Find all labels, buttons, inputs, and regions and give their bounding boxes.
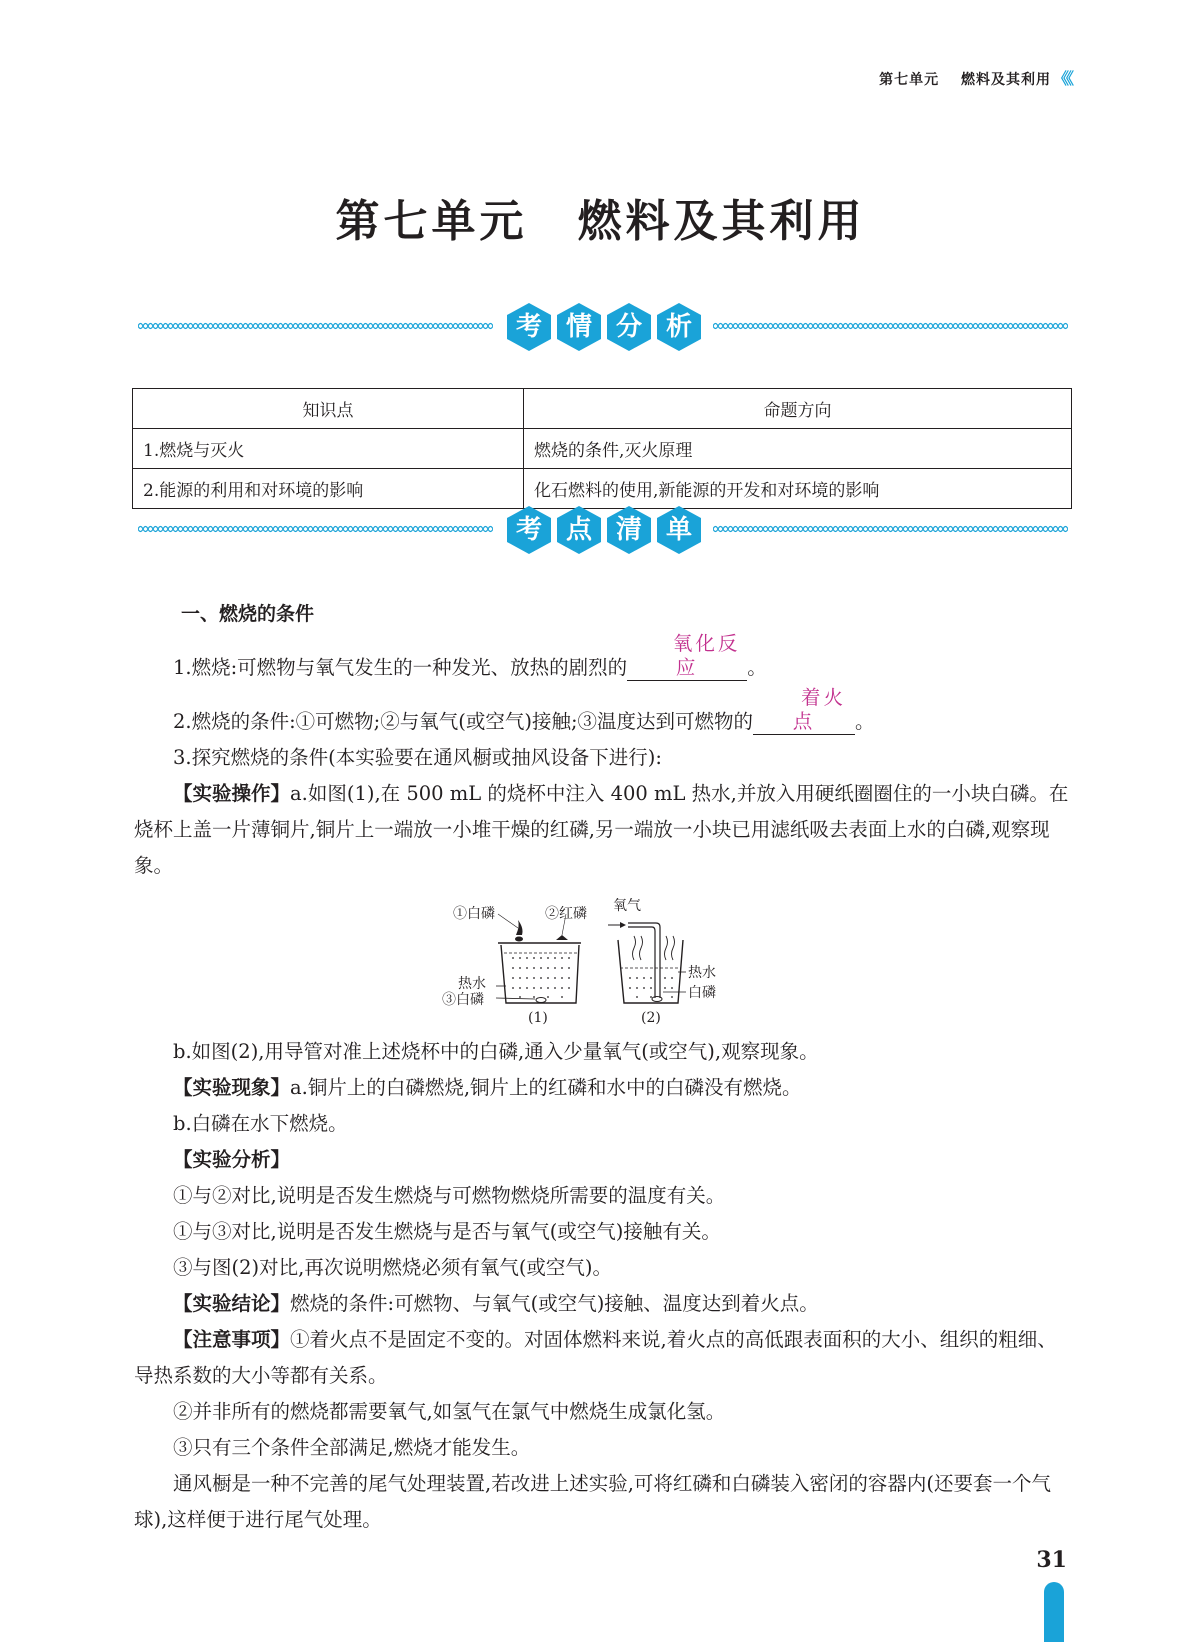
note-2: ②并非所有的燃烧都需要氧气,如氢气在氯气中燃烧生成氯化氢。: [173, 1400, 726, 1423]
label-conclusion: 【实验结论】: [173, 1292, 291, 1315]
fig-label: 热水: [688, 965, 716, 981]
hex-badge: 析: [656, 302, 702, 352]
wave-divider-right: [713, 321, 1068, 331]
wave-divider-left: [138, 524, 493, 534]
label-notes: 【注意事项】: [173, 1328, 291, 1351]
hex-badge: 考: [506, 505, 552, 555]
running-header: [863, 66, 1071, 89]
table-cell: 燃烧的条件,灭火原理: [524, 429, 1072, 469]
knowledge-table: [132, 388, 1072, 509]
label-operation: 【实验操作】: [173, 782, 291, 805]
title-topic: 燃料及其利用: [577, 196, 866, 247]
title-unit: 第七单元: [335, 196, 528, 247]
beaker-2: [608, 922, 686, 1003]
page-number: 31: [1036, 1547, 1067, 1573]
hex-badge: 情: [556, 302, 602, 352]
analysis-1: ①与②对比,说明是否发生燃烧与可燃物燃烧所需要的温度有关。: [173, 1184, 726, 1207]
answer-blank: 着火点: [753, 686, 855, 735]
table-header: 命题方向: [524, 389, 1072, 429]
table-header: 知识点: [133, 389, 524, 429]
table-header-row: [133, 389, 1072, 429]
conclusion: 【实验结论】燃烧的条件:可燃物、与氧气(或空气)接触、温度达到着火点。: [173, 1292, 819, 1315]
item-2: 2.燃烧的条件:①可燃物;②与氧气(或空气)接触;③温度达到可燃物的着火点 。: [173, 686, 875, 733]
answer-blank: 氧化反应: [627, 632, 747, 681]
wave-divider-right: [713, 524, 1068, 534]
wave-divider-left: [138, 321, 493, 331]
closing-paragraph: 通风橱是一种不完善的尾气处理装置,若改进上述实验,可将红磷和白磷装入密闭的容器内(还要套一个气球),这样便于进行尾气处理。: [134, 1472, 1052, 1531]
main-content: [134, 596, 1072, 1538]
note-3: ③只有三个条件全部满足,燃烧才能发生。: [173, 1436, 531, 1459]
page-tab-marker: [1044, 1582, 1064, 1642]
header-unit: 第七单元: [879, 72, 940, 88]
phenomenon-b: b.白磷在水下燃烧。: [173, 1112, 348, 1135]
hex-badge: 清: [606, 505, 652, 555]
analysis-2: ①与③对比,说明是否发生燃烧与是否与氧气(或空气)接触有关。: [173, 1220, 721, 1243]
analysis-3: ③与图(2)对比,再次说明燃烧必须有氧气(或空气)。: [173, 1256, 613, 1279]
fig-label: ②红磷: [545, 906, 587, 922]
fig-label: 氧气: [613, 898, 641, 914]
fig-label: 热水: [458, 976, 486, 992]
fig-label: 白磷: [688, 985, 716, 1001]
table-row: [133, 429, 1072, 469]
table-row: [133, 469, 1072, 509]
fig-caption: (1): [528, 1010, 548, 1026]
hex-badge: 点: [556, 505, 602, 555]
item-1: 1.燃烧:可燃物与氧气发生的一种发光、放热的剧烈的氧化反应 。: [173, 632, 767, 679]
banner-key-points: [138, 505, 1068, 557]
table-cell: 化石燃料的使用,新能源的开发和对环境的影响: [524, 469, 1072, 509]
banner-exam-analysis: [138, 302, 1068, 354]
fig-label: ①白磷: [453, 906, 495, 922]
hex-badge: 分: [606, 302, 652, 352]
section-heading: 一、燃烧的条件: [181, 603, 315, 625]
hex-badge: 考: [506, 302, 552, 352]
table-cell: 2.能源的利用和对环境的影响: [133, 469, 524, 509]
table-cell: 1.燃烧与灭火: [133, 429, 524, 469]
fig-caption: (2): [641, 1010, 661, 1026]
item-3: 3.探究燃烧的条件(本实验要在通风橱或抽风设备下进行):: [173, 746, 662, 769]
page-title: [0, 185, 1201, 249]
label-analysis: 【实验分析】: [173, 1148, 291, 1171]
beaker-1: [496, 914, 581, 1003]
header-topic: 燃料及其利用: [960, 72, 1051, 88]
hex-badge: 单: [656, 505, 702, 555]
operation-a: 【实验操作】a.如图(1),在 500 mL 的烧杯中注入 400 mL 热水,并放入用硬纸圈圈住的一小块白磷。在烧杯上盖一片薄铜片,铜片上一端放一小堆干燥的红磷,另一端放一小块已用滤纸吸去表面上水的白磷,观察现象。: [134, 782, 1069, 877]
experiment-figure: [438, 898, 768, 1028]
label-phenomenon: 【实验现象】: [173, 1076, 291, 1099]
chevron-icon: 《《: [1052, 69, 1071, 88]
operation-b: b.如图(2),用导管对准上述烧杯中的白磷,通入少量氧气(或空气),观察现象。: [173, 1040, 819, 1063]
phenomenon-a: 【实验现象】a.铜片上的白磷燃烧,铜片上的红磷和水中的白磷没有燃烧。: [173, 1076, 802, 1099]
fig-label: ③白磷: [442, 992, 484, 1008]
note-1: 【注意事项】①着火点不是固定不变的。对固体燃料来说,着火点的高低跟表面积的大小、组织的粗细、导热系数的大小等都有关系。: [134, 1328, 1057, 1387]
